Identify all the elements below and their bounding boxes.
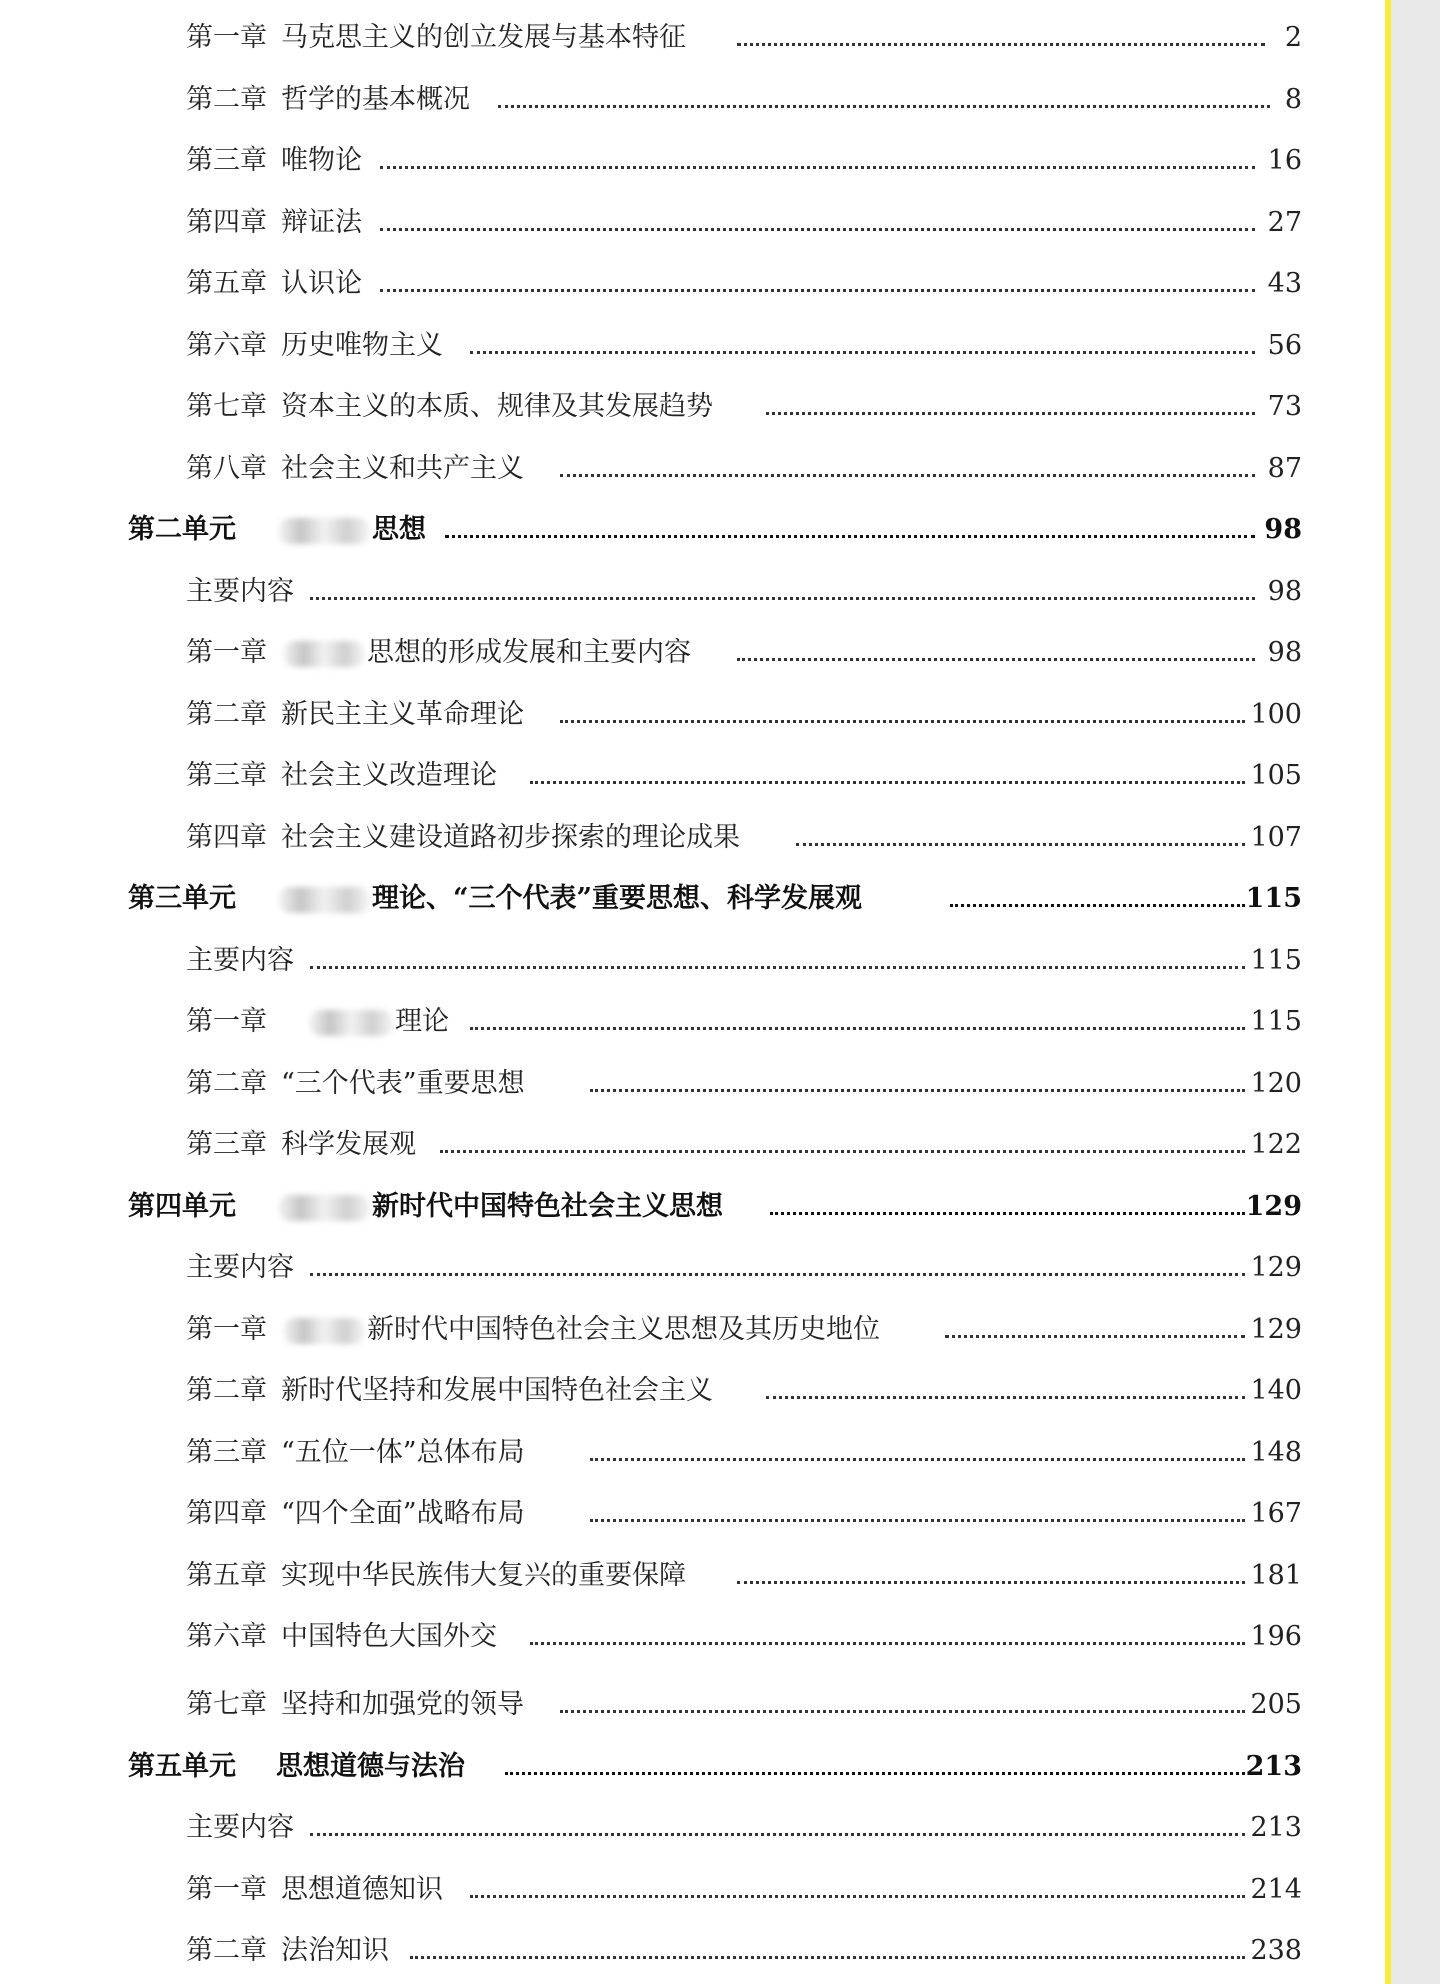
entry-label: 主要内容 <box>186 1812 294 1843</box>
toc-entry[interactable] <box>0 1428 1385 1478</box>
dot-leader <box>530 1642 1245 1645</box>
toc-entry[interactable] <box>0 444 1385 494</box>
dot-leader <box>530 781 1245 784</box>
dot-leader <box>310 1833 1245 1836</box>
entry-label: 第一章 思想的形成发展和主要内容 <box>186 637 691 668</box>
dot-leader <box>380 228 1255 231</box>
toc-entry[interactable] <box>0 1366 1385 1416</box>
entry-label: 第八章 社会主义和共产主义 <box>186 453 524 484</box>
entry-label: 第五章 实现中华民族伟大复兴的重要保障 <box>186 1560 686 1591</box>
dot-leader <box>737 658 1255 661</box>
page-number: 98 <box>1267 637 1302 668</box>
toc-entry[interactable] <box>0 1680 1385 1730</box>
toc-entry[interactable] <box>0 1926 1385 1976</box>
toc-entry[interactable] <box>0 628 1385 678</box>
entry-label: 第六章 历史唯物主义 <box>186 330 443 361</box>
entry-label: 第三章 社会主义改造理论 <box>186 760 497 791</box>
entry-label: 第七章 资本主义的本质、规律及其发展趋势 <box>186 391 713 422</box>
page-number: 129 <box>1245 1191 1302 1222</box>
toc-entry[interactable] <box>0 1551 1385 1601</box>
entry-label: 第三章 “五位一体”总体布局 <box>186 1437 525 1468</box>
page-number: 100 <box>1250 699 1302 730</box>
entry-label: 第五章 认识论 <box>186 268 362 299</box>
toc-unit-entry[interactable] <box>0 1742 1385 1792</box>
toc-entry[interactable] <box>0 1120 1385 1170</box>
page-number: 98 <box>1267 576 1302 607</box>
page-number: 115 <box>1250 1006 1302 1037</box>
entry-label: 主要内容 <box>186 576 294 607</box>
entry-label: 第二章 新民主主义革命理论 <box>186 699 524 730</box>
page-edge-highlight <box>1385 0 1391 1984</box>
toc-entry[interactable] <box>0 1612 1385 1662</box>
toc-entry[interactable] <box>0 690 1385 740</box>
entry-label: 第四章 辩证法 <box>186 207 362 238</box>
toc-entry[interactable] <box>0 751 1385 801</box>
toc-entry[interactable] <box>0 1305 1385 1355</box>
toc-entry[interactable] <box>0 1865 1385 1915</box>
page-number: 98 <box>1264 514 1302 545</box>
dot-leader <box>560 720 1245 723</box>
page-number: 107 <box>1250 822 1302 853</box>
entry-label: 第二章 新时代坚持和发展中国特色社会主义 <box>186 1375 713 1406</box>
toc-entry[interactable] <box>0 1803 1385 1853</box>
page-number: 120 <box>1250 1068 1302 1099</box>
redacted-name-blur <box>283 1318 365 1344</box>
dot-leader <box>445 535 1255 538</box>
entry-label: 第四章 社会主义建设道路初步探索的理论成果 <box>186 822 740 853</box>
dot-leader <box>470 351 1255 354</box>
dot-leader <box>950 904 1245 907</box>
entry-label: 第二章 法治知识 <box>186 1935 389 1966</box>
redacted-name-blur <box>283 641 365 667</box>
toc-entry[interactable] <box>0 259 1385 309</box>
dot-leader <box>737 1581 1245 1584</box>
page-number: 196 <box>1250 1621 1302 1652</box>
toc-unit-entry[interactable] <box>0 505 1385 555</box>
page-number: 238 <box>1250 1935 1302 1966</box>
page-number: 27 <box>1267 207 1302 238</box>
entry-label: 第一章 思想道德知识 <box>186 1874 443 1905</box>
page-number: 115 <box>1245 883 1302 914</box>
unit-label: 第二单元 思想 <box>128 514 426 545</box>
page-number: 140 <box>1250 1375 1302 1406</box>
toc-entry[interactable] <box>0 321 1385 371</box>
dot-leader <box>380 166 1255 169</box>
dot-leader <box>505 1772 1245 1775</box>
page-number: 205 <box>1250 1689 1302 1720</box>
redacted-name-blur <box>309 1010 393 1036</box>
page-number: 213 <box>1245 1751 1302 1782</box>
redacted-name-blur <box>278 518 370 544</box>
page-number: 115 <box>1250 945 1302 976</box>
page-number: 56 <box>1267 330 1302 361</box>
redacted-name-blur <box>278 1195 370 1221</box>
toc-entry[interactable] <box>0 936 1385 986</box>
entry-label: 第六章 中国特色大国外交 <box>186 1621 497 1652</box>
page-number: 16 <box>1267 145 1302 176</box>
page-number: 122 <box>1250 1129 1302 1160</box>
redacted-name-blur <box>278 887 370 913</box>
entry-label: 第一章 理论 <box>186 1006 449 1037</box>
entry-label: 第四章 “四个全面”战略布局 <box>186 1498 525 1529</box>
toc-entry[interactable] <box>0 1243 1385 1293</box>
unit-label: 第四单元 新时代中国特色社会主义思想 <box>128 1191 723 1222</box>
entry-label: 第三章 科学发展观 <box>186 1129 416 1160</box>
page-number: 148 <box>1250 1437 1302 1468</box>
page-number: 87 <box>1267 453 1302 484</box>
page-number: 73 <box>1267 391 1302 422</box>
toc-entry[interactable] <box>0 75 1385 125</box>
dot-leader <box>470 1027 1245 1030</box>
page-number: 2 <box>1284 22 1302 53</box>
dot-leader <box>737 43 1265 46</box>
page-number: 43 <box>1267 268 1302 299</box>
dot-leader <box>560 1710 1245 1713</box>
page-number: 105 <box>1250 760 1302 791</box>
toc-entry[interactable] <box>0 1059 1385 1109</box>
dot-leader <box>410 1956 1245 1959</box>
dot-leader <box>498 105 1270 108</box>
page-number: 214 <box>1250 1874 1302 1905</box>
entry-label: 第一章 马克思主义的创立发展与基本特征 <box>186 22 686 53</box>
toc-entry[interactable] <box>0 136 1385 186</box>
dot-leader <box>310 597 1255 600</box>
toc-entry[interactable] <box>0 13 1385 63</box>
dot-leader <box>796 843 1245 846</box>
entry-label: 主要内容 <box>186 945 294 976</box>
unit-label: 第三单元 理论、“三个代表”重要思想、科学发展观 <box>128 883 863 914</box>
dot-leader <box>590 1089 1245 1092</box>
page-number: 181 <box>1250 1560 1302 1591</box>
unit-label: 第五单元 思想道德与法治 <box>128 1751 465 1782</box>
page-number: 8 <box>1284 84 1302 115</box>
toc-entry[interactable] <box>0 382 1385 432</box>
entry-label: 第一章 新时代中国特色社会主义思想及其历史地位 <box>186 1314 880 1345</box>
dot-leader <box>770 1212 1245 1215</box>
dot-leader <box>766 412 1255 415</box>
dot-leader <box>766 1396 1245 1399</box>
toc-unit-entry[interactable] <box>0 874 1385 924</box>
dot-leader <box>470 1895 1245 1898</box>
entry-label: 第二章 哲学的基本概况 <box>186 84 470 115</box>
dot-leader <box>310 966 1245 969</box>
dot-leader <box>590 1458 1245 1461</box>
entry-label: 第三章 唯物论 <box>186 145 362 176</box>
toc-entry[interactable] <box>0 1489 1385 1539</box>
entry-label: 第二章 “三个代表”重要思想 <box>186 1068 525 1099</box>
toc-entry[interactable] <box>0 997 1385 1047</box>
page-number: 129 <box>1250 1252 1302 1283</box>
dot-leader <box>945 1335 1245 1338</box>
page-number: 167 <box>1250 1498 1302 1529</box>
entry-label: 第七章 坚持和加强党的领导 <box>186 1689 524 1720</box>
dot-leader <box>560 474 1255 477</box>
dot-leader <box>310 1273 1245 1276</box>
toc-entry[interactable] <box>0 813 1385 863</box>
dot-leader <box>440 1150 1245 1153</box>
toc-entry[interactable] <box>0 567 1385 617</box>
toc-entry[interactable] <box>0 198 1385 248</box>
dot-leader <box>590 1519 1245 1522</box>
entry-label: 主要内容 <box>186 1252 294 1283</box>
toc-unit-entry[interactable] <box>0 1182 1385 1232</box>
dot-leader <box>380 289 1255 292</box>
page-number: 129 <box>1250 1314 1302 1345</box>
page-number: 213 <box>1250 1812 1302 1843</box>
